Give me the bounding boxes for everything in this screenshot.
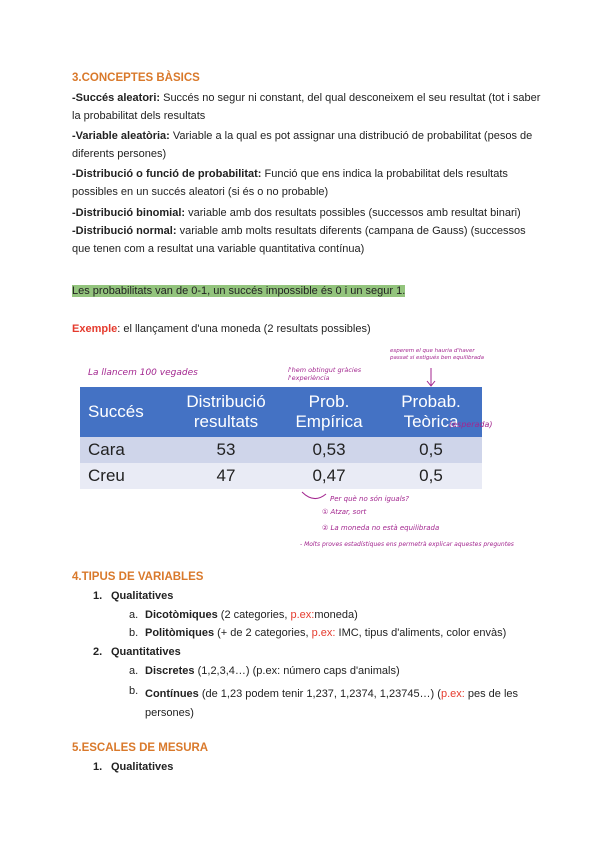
note-top-mid: l'hem obtingut gràcies l'experiència	[288, 366, 362, 382]
list-number: 1.	[93, 761, 103, 773]
term: -Distribució binomial:	[72, 207, 186, 219]
definition-text: Funció que ens indica la probabilitat dels resultats possibles en un succés aleatori (si és o no probable)	[72, 168, 508, 198]
definition-distribucio-probabilitat	[72, 165, 542, 201]
definition-text: variable amb molts resultats diferents (campana de Gauss) (successos que tenen com a resultat una variable quantitativa contínua)	[72, 225, 526, 255]
list-item-qualitatives: Qualitatives	[111, 590, 174, 602]
definition-text: variable amb dos resultats possibles (successos amb resultat binari)	[185, 207, 521, 219]
text: IMC, tipus d'aliments, color envàs)	[335, 627, 507, 639]
results-table	[80, 387, 482, 489]
arrow-icon	[426, 368, 436, 388]
cell: 0,53	[278, 437, 380, 463]
header-prob-empirica: Prob. Empírica	[278, 387, 380, 437]
highlight-note	[72, 282, 542, 300]
cell: Creu	[80, 463, 174, 489]
note-answer-1: ① Atzar, sort	[322, 508, 367, 516]
list-number: 2.	[93, 646, 103, 658]
table-row	[80, 463, 482, 489]
list-letter: a.	[129, 665, 139, 677]
list-letter: b.	[129, 685, 139, 697]
list-number: 1.	[93, 590, 103, 602]
term: Politòmiques	[145, 627, 215, 639]
definition-distribucio-normal	[72, 222, 542, 258]
definition-text: Succés no segur ni constant, del qual desconeixem el seu resultat (tot i saber la probabilitat dels resultats	[72, 92, 541, 122]
section-3-heading: 3.CONCEPTES BÀSICS	[72, 72, 200, 84]
definition-variable-aleatoria	[72, 127, 542, 163]
definition-succes-aleatori	[72, 89, 542, 125]
table-header-row	[80, 387, 482, 437]
example-line	[72, 320, 542, 338]
text: (1,2,3,4…) (p.ex: número caps d'animals)	[194, 665, 400, 677]
note-top-left: La llancem 100 vegades	[88, 368, 198, 378]
header-distribucio: Distribució resultats	[174, 387, 278, 437]
list-letter: a.	[129, 609, 139, 621]
term: -Distribució o funció de probabilitat:	[72, 168, 262, 180]
text: (2 categories,	[217, 609, 291, 621]
cell: 47	[174, 463, 278, 489]
cell: 0,5	[380, 437, 482, 463]
list-letter: b.	[129, 627, 139, 639]
section-5-heading: 5.ESCALES DE MESURA	[72, 742, 209, 754]
note-question: Per què no són iguals?	[330, 495, 409, 503]
cell: Cara	[80, 437, 174, 463]
pex: p.ex:	[311, 627, 336, 639]
highlighted-text: Les probabilitats van de 0-1, un succés impossible és 0 i un segur 1.	[72, 285, 406, 297]
definition-text: Variable a la qual es pot assignar una distribució de probabilitat (pesos de diferents persones)	[72, 130, 533, 160]
note-top-right: esperem el que hauria d'haver passat si estigués ben equilibrada	[390, 348, 484, 361]
cell: 53	[174, 437, 278, 463]
bracket-icon	[300, 490, 328, 506]
list-item-quantitatives: Quantitatives	[111, 646, 181, 658]
text: (+ de 2 categories,	[214, 627, 312, 639]
example-text: : el llançament d'una moneda (2 resultats possibles)	[117, 323, 371, 335]
text: (de 1,23 podem tenir 1,237, 1,2374, 1,23745…) (	[198, 688, 441, 700]
header-succes: Succés	[80, 387, 174, 437]
list-item-politomiques	[145, 627, 506, 639]
definition-distribucio-binomial	[72, 204, 542, 222]
header-prob-teorica: Probab. Teòrica	[380, 387, 482, 437]
term: -Succés aleatori:	[72, 92, 161, 104]
note-answer-2: ② La moneda no està equilibrada	[322, 524, 440, 532]
pex: p.ex:	[440, 688, 465, 700]
example-label: Exemple	[72, 323, 118, 335]
term: Contínues	[145, 688, 199, 700]
text: moneda)	[314, 609, 358, 621]
term: Discretes	[145, 665, 195, 677]
section-4-heading: 4.TIPUS DE VARIABLES	[72, 571, 204, 583]
note-esperada: (esperada)	[449, 420, 493, 429]
term: -Distribució normal:	[72, 225, 177, 237]
list-item-continues	[145, 685, 535, 723]
term: Dicotòmiques	[145, 609, 218, 621]
cell: 0,47	[278, 463, 380, 489]
note-answer-3: - Molts proves estadístiques ens permetrà explicar aquestes preguntes	[300, 541, 514, 548]
cell: 0,5	[380, 463, 482, 489]
table-row	[80, 437, 482, 463]
list-item-qualitatives-5: Qualitatives	[111, 761, 174, 773]
list-item-discretes	[145, 665, 400, 677]
list-item-dicotomiques	[145, 609, 358, 621]
term: -Variable aleatòria:	[72, 130, 170, 142]
pex: p.ex:	[290, 609, 315, 621]
text: pes de les persones)	[145, 688, 519, 719]
